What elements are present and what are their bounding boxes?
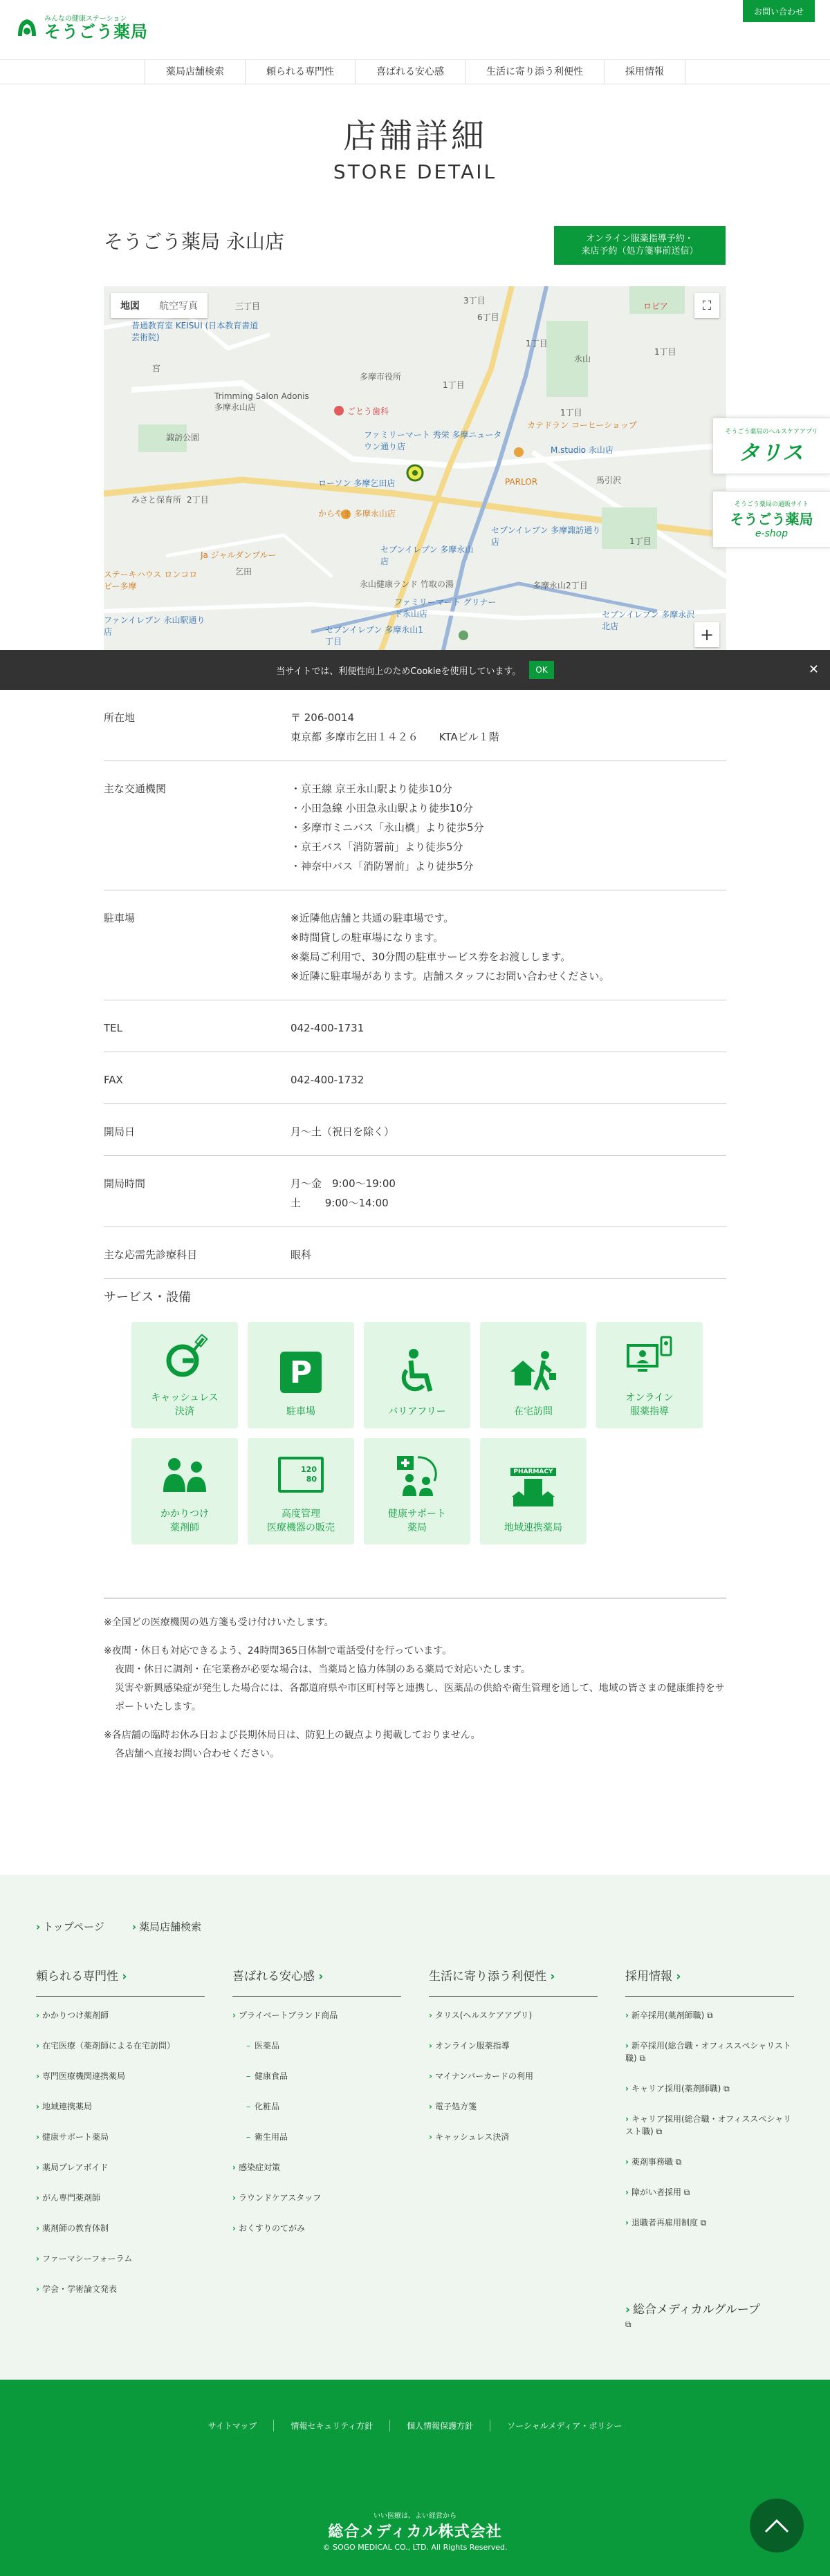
access-item: ・京王バス「消防署前」より徒歩5分 xyxy=(290,841,463,853)
service-label: 薬剤師 xyxy=(170,1522,199,1533)
sitemap-link[interactable]: サイトマップ xyxy=(192,2420,275,2432)
footer-link[interactable]: › 薬剤事務職 ⧉ xyxy=(625,2157,682,2167)
service-label: 地域連携薬局 xyxy=(504,1522,562,1533)
info-row-dept xyxy=(104,1227,726,1279)
page-subtitle: STORE DETAIL xyxy=(333,160,497,183)
eshop-sub: e-shop xyxy=(755,528,788,539)
footer-link[interactable]: › プライベートブランド商品 xyxy=(232,2010,338,2020)
social-media-policy-link[interactable]: ソーシャルメディア・ポリシー xyxy=(507,2421,622,2431)
parking-item: ※時間貸しの駐車場になります。 xyxy=(290,931,444,944)
services-title: サービス・設備 xyxy=(104,1290,191,1305)
copyright: © SOGO MEDICAL CO., LTD. All Rights Reserved. xyxy=(322,2543,508,2552)
footer-link[interactable]: › ファーマシーフォーラム xyxy=(36,2254,133,2264)
info-label: 開局日 xyxy=(104,1126,136,1138)
store-name: そうごう薬局 永山店 xyxy=(104,230,284,253)
map-label: ローソン 多摩乞田店 xyxy=(318,478,396,488)
address-line: 東京都 多摩市乞田１４２６ KTAビル１階 xyxy=(290,731,499,743)
map-label: 乞田 xyxy=(235,567,252,577)
info-row-access xyxy=(104,761,726,890)
corp-tagline: いい医療は、よい経営から xyxy=(374,2512,456,2520)
map-label: 6丁目 xyxy=(477,312,499,322)
service-label: かかりつけ xyxy=(160,1509,209,1520)
footer-sublink[interactable]: – 健康食品 xyxy=(232,2070,401,2082)
service-label: バリアフリー xyxy=(388,1406,446,1417)
map-label: セブンイレブン 多摩永沢北店 xyxy=(602,610,695,631)
note: ※全国どの医療機関の処方箋も受け付けいたします。 xyxy=(104,1617,334,1628)
map-label: セブンイレブン 多摩永山1丁目 xyxy=(325,625,423,646)
service-label: キャッシュレス xyxy=(151,1392,219,1403)
info-label: 開局時間 xyxy=(104,1177,146,1190)
map-label: 多摩永山2丁目 xyxy=(533,581,588,590)
global-nav xyxy=(0,59,830,84)
info-label: FAX xyxy=(104,1074,123,1086)
access-item: ・京王線 京王永山駅より徒歩10分 xyxy=(290,783,452,795)
sub-footer xyxy=(0,2380,830,2576)
note: 夜間・休日に調剤・在宅業務が必要な場合は、当薬局と協力体制のある薬局で対応いたします。 xyxy=(115,1664,531,1675)
map-label: 三丁目 xyxy=(235,301,261,311)
service-label: 医療機器の販売 xyxy=(267,1522,335,1533)
footer-sublink[interactable]: – 化粧品 xyxy=(232,2100,401,2113)
access-item: ・小田急線 小田急永山駅より徒歩10分 xyxy=(290,802,473,814)
note: 各店舗へ直接お問い合わせください。 xyxy=(115,1748,279,1760)
store-info-table xyxy=(104,690,726,1279)
map-label: 1丁目 xyxy=(526,339,548,348)
logo-tagline: みんなの健康ステーション xyxy=(44,15,127,23)
logo-name: そうごう薬局 xyxy=(44,22,148,41)
corp-name: 総合メディカル株式会社 xyxy=(328,2523,502,2541)
map-label: ファンイレブン 永山駅通り店 xyxy=(104,615,205,637)
pharmacist-icon xyxy=(160,1450,209,1499)
footer-col-title[interactable]: 採用情報 › xyxy=(625,1966,794,1997)
footer-link[interactable]: › 電子処方箋 xyxy=(429,2102,477,2111)
footer-link[interactable]: › 専門医療機関連携薬局 xyxy=(36,2071,125,2081)
footer-col-title[interactable]: 喜ばれる安心感 › xyxy=(232,1966,401,1997)
group-link[interactable]: › 総合メディカルグループ ⧉ xyxy=(625,2303,760,2329)
zoom-in-icon[interactable]: + xyxy=(694,622,719,647)
footer-link[interactable]: › かかりつけ薬剤師 xyxy=(36,2010,109,2020)
map-label: 1丁目 xyxy=(654,347,676,357)
breadcrumb-home[interactable]: › トップページ xyxy=(36,1921,104,1933)
health-support-icon xyxy=(393,1450,441,1499)
nav-expertise[interactable]: 頼られる専門性 xyxy=(245,60,355,84)
site-logo[interactable] xyxy=(15,12,148,41)
service-parking xyxy=(248,1322,354,1428)
home-visit-icon xyxy=(509,1348,557,1397)
service-barrier-free xyxy=(364,1322,470,1428)
parking-item: ※薬局ご利用で、30分間の駐車サービス券をお渡しします。 xyxy=(290,951,571,963)
footer-link[interactable]: › 退職者再雇用制度 ⧉ xyxy=(625,2218,707,2228)
fax-value: 042-400-1732 xyxy=(290,1074,365,1086)
footer-link[interactable]: › 薬剤師の教育体制 xyxy=(36,2223,109,2233)
footer-link[interactable]: › タリス(ヘルスケアアプリ) xyxy=(429,2010,533,2020)
access-item: ・多摩市ミニバス「永山橋」より徒歩5分 xyxy=(290,821,484,834)
footer-link[interactable]: › 新卒採用(総合職・オフィススペシャリスト職) ⧉ xyxy=(625,2041,791,2063)
online-consult-icon xyxy=(625,1334,674,1383)
footer-sublink[interactable]: – 医薬品 xyxy=(232,2040,401,2052)
map-label: 1丁目 xyxy=(443,380,465,390)
map-label: ファミリーマート 秀栄 多摩ニュータウン通り店 xyxy=(364,430,502,451)
online-reservation-button[interactable] xyxy=(554,226,726,265)
footer-col-recruit xyxy=(625,1966,794,2247)
info-row-parking xyxy=(104,890,726,1000)
map-label: 永山 xyxy=(574,354,591,364)
parking-item: ※近隣に駐車場があります。店舗スタッフにお問い合わせください。 xyxy=(290,970,610,982)
service-online xyxy=(596,1322,703,1428)
info-label: 主な応需先診療科目 xyxy=(104,1249,198,1261)
info-label: 駐車場 xyxy=(104,912,136,924)
info-row-address xyxy=(104,690,726,761)
nav-recruit[interactable]: 採用情報 xyxy=(604,60,685,84)
service-label: 在宅訪問 xyxy=(514,1406,553,1417)
nav-store-search[interactable]: 薬局店舗検索 xyxy=(145,60,245,84)
footer-link[interactable]: › マイナンバーカードの利用 xyxy=(429,2071,534,2081)
page-top-button[interactable] xyxy=(750,2499,804,2552)
info-row-days xyxy=(104,1104,726,1156)
footer-link[interactable]: › 感染症対策 xyxy=(232,2163,280,2172)
hours-item: 月〜金 9:00〜19:00 xyxy=(290,1177,396,1190)
policy-links xyxy=(0,2420,830,2432)
footer-link[interactable]: › 新卒採用(薬剤師職) ⧉ xyxy=(625,2010,713,2020)
service-label: 高度管理 xyxy=(282,1509,320,1520)
services-grid xyxy=(131,1322,699,1544)
footer-col-reassurance xyxy=(232,1966,401,2252)
map-label: ステーキハウス ロンコロピー多摩 xyxy=(104,570,198,591)
footer-link[interactable]: › 健康サポート薬局 xyxy=(36,2132,109,2142)
external-link-icon: ⧉ xyxy=(625,2320,631,2329)
footer-col-convenience xyxy=(429,1966,598,2161)
map-type-tabs xyxy=(111,293,208,318)
info-row-tel xyxy=(104,1000,726,1052)
map-label: Ja ジャルダンブルー xyxy=(201,550,277,560)
footer-link[interactable]: › キャリア採用(総合職・オフィススペシャリスト職) ⧉ xyxy=(625,2114,792,2136)
cookie-banner xyxy=(0,650,830,690)
chevron-up-icon xyxy=(764,2518,789,2533)
footer-link[interactable]: › 地域連携薬局 xyxy=(36,2102,92,2111)
map-label: ファミリーマート グリナード永山店 xyxy=(394,597,497,619)
map-label: 2丁目 xyxy=(187,495,209,505)
footer-sublink[interactable]: – 衛生用品 xyxy=(232,2131,401,2143)
service-health-support xyxy=(364,1438,470,1544)
corporate-logo[interactable] xyxy=(0,2510,830,2541)
info-row-fax xyxy=(104,1052,726,1104)
breadcrumb xyxy=(36,1919,201,1934)
eshop-name: そうごう薬局 xyxy=(730,511,813,528)
footer-link[interactable]: › 在宅医療（薬剤師による在宅訪問） xyxy=(36,2041,175,2051)
parking-item: ※近隣他店舗と共通の駐車場です。 xyxy=(290,912,454,924)
info-label: 主な交通機関 xyxy=(104,783,167,795)
hours-item: 土 9:00〜14:00 xyxy=(290,1197,389,1209)
footer-col-title[interactable]: 頼られる専門性 › xyxy=(36,1966,205,1997)
tel-value[interactable]: 042-400-1731 xyxy=(290,1022,365,1034)
info-label: 所在地 xyxy=(104,711,136,724)
privacy-policy-link[interactable]: 個人情報保護方針 xyxy=(390,2420,490,2432)
medical-device-icon: 120 80 xyxy=(277,1450,325,1499)
site-header xyxy=(0,0,830,59)
fullscreen-icon[interactable]: ⛶ xyxy=(694,293,719,318)
footer-col-title[interactable]: 生活に寄り添う利便性 › xyxy=(429,1966,598,1997)
footer-link[interactable]: › キャッシュレス決済 xyxy=(429,2132,510,2142)
service-label: 決済 xyxy=(175,1406,194,1417)
external-link-icon: ⧉ xyxy=(639,2053,646,2063)
map-label: M.studio 永山店 xyxy=(551,445,614,455)
footer-link[interactable]: › ラウンドケアスタッフ xyxy=(232,2193,322,2203)
service-cashless xyxy=(131,1322,238,1428)
external-link-icon: ⧉ xyxy=(656,2127,663,2136)
footer-link[interactable]: › がん専門薬剤師 xyxy=(36,2193,100,2203)
address-zip: 〒 206-0014 xyxy=(290,711,354,724)
external-link-icon: ⧉ xyxy=(683,2187,690,2197)
regional-pharmacy-icon: PHARMACY xyxy=(509,1464,557,1513)
service-medical-device xyxy=(248,1438,354,1544)
page-title: 店舗詳細 xyxy=(342,117,487,156)
map-label: PARLOR xyxy=(505,477,538,487)
map-tab-map[interactable]: 地図 xyxy=(120,301,140,312)
map-label: セブンイレブン 多摩諏訪通り店 xyxy=(491,525,601,547)
footer-col-expertise xyxy=(36,1966,205,2313)
service-label: 服薬指導 xyxy=(630,1406,669,1417)
tarisu-tag: そうごう薬局のヘルスケアアプリ xyxy=(725,428,818,436)
breadcrumb-store-search[interactable]: › 薬局店舗検索 xyxy=(131,1921,202,1933)
service-label: 駐車場 xyxy=(286,1406,315,1417)
reserve-line1: オンライン服薬指導予約・ xyxy=(586,234,694,244)
note: 災害や新興感染症が発生した場合には、各都道府県や市区町村等と連携し、医薬品の供給や衛生管理を通して、地域の皆さまの健康維持をサポートいたします。 xyxy=(115,1683,725,1712)
footer-link[interactable]: › おくすりのてがみ xyxy=(232,2223,305,2233)
footer-link[interactable]: › 学会・学術論文発表 xyxy=(36,2284,117,2294)
map-label: 普通教育室 KEISUI (日本教育書道 芸術院) xyxy=(131,321,259,342)
map-label: Trimming Salon Adonis 多摩永山店 xyxy=(214,391,309,412)
map-label: 1丁目 xyxy=(560,408,582,418)
service-label: 健康サポート xyxy=(388,1509,446,1520)
map-label: 馬引沢 xyxy=(596,476,622,485)
map-label: ごとう歯科 xyxy=(347,407,389,416)
info-label: TEL xyxy=(104,1022,122,1034)
service-pharmacist xyxy=(131,1438,238,1544)
map-label: 永山健康ランド 竹取の湯 xyxy=(360,579,454,589)
logo-mark-icon xyxy=(15,15,39,39)
security-policy-link[interactable]: 情報セキュリティ方針 xyxy=(274,2420,390,2432)
notes xyxy=(104,1614,726,1773)
close-icon[interactable]: ✕ xyxy=(808,662,819,677)
service-label: オンライン xyxy=(625,1392,674,1403)
info-row-hours xyxy=(104,1156,726,1227)
map-label: セブンイレブン 多摩永山店 xyxy=(380,545,474,566)
map-label: 諏訪公園 xyxy=(166,433,200,442)
map-label: 宮 xyxy=(152,364,161,373)
map-tab-satellite[interactable]: 航空写真 xyxy=(159,301,198,312)
service-regional xyxy=(480,1438,587,1544)
contact-button[interactable]: お問い合わせ xyxy=(743,0,815,22)
map-label: 多摩市役所 xyxy=(360,372,402,382)
cookie-ok-button[interactable]: OK xyxy=(529,661,553,679)
map-label: みさと保育所 xyxy=(131,495,182,505)
tarisu-banner[interactable] xyxy=(712,418,830,474)
map-label: 1丁目 xyxy=(629,536,652,546)
service-label: 薬局 xyxy=(407,1522,427,1533)
footer-link[interactable]: › 薬局プレアボイド xyxy=(36,2163,109,2172)
external-link-icon: ⧉ xyxy=(700,2218,707,2228)
nav-convenience[interactable]: 生活に寄り添う利便性 xyxy=(465,60,604,84)
access-item: ・神奈中バス「消防署前」より徒歩5分 xyxy=(290,860,474,872)
nav-reassurance[interactable]: 喜ばれる安心感 xyxy=(355,60,465,84)
external-link-icon: ⧉ xyxy=(675,2157,682,2167)
cashless-icon xyxy=(160,1334,209,1383)
site-footer xyxy=(0,1875,830,2380)
wheelchair-icon xyxy=(393,1348,441,1397)
dept-value: 眼科 xyxy=(290,1249,312,1261)
parking-icon: P xyxy=(277,1348,325,1397)
days-value: 月〜土（祝日を除く） xyxy=(290,1126,395,1138)
external-link-icon: ⧉ xyxy=(707,2010,713,2020)
footer-link[interactable]: › キャリア採用(薬剤師職) ⧉ xyxy=(625,2084,730,2093)
map-label: からやま 多摩永山店 xyxy=(318,509,396,519)
store-map[interactable] xyxy=(104,286,726,653)
map-label: カテドラン コーヒーショップ xyxy=(527,420,637,430)
map-label: 3丁目 xyxy=(463,296,486,306)
external-link-icon: ⧉ xyxy=(723,2084,730,2093)
note: ※夜間・休日も対応できるよう、24時間365日体制で電話受付を行っています。 xyxy=(104,1645,452,1656)
note: ※各店舗の臨時お休み日および長期休局日は、防犯上の観点より掲載しておりません。 xyxy=(104,1730,481,1741)
eshop-banner[interactable] xyxy=(712,491,830,548)
reserve-line2: 来店予約（処方箋事前送信） xyxy=(581,246,699,256)
footer-link[interactable]: › 障がい者採用 ⧉ xyxy=(625,2187,690,2197)
service-home-visit xyxy=(480,1322,587,1428)
tarisu-name: タリス xyxy=(738,440,805,465)
cookie-message: 当サイトでは、利便性向上のためCookieを使用しています。 xyxy=(276,666,522,677)
footer-link[interactable]: › オンライン服薬指導 xyxy=(429,2041,510,2051)
eshop-tag: そうごう薬局の通販サイト xyxy=(734,501,809,508)
map-label: ロピア xyxy=(643,301,669,311)
